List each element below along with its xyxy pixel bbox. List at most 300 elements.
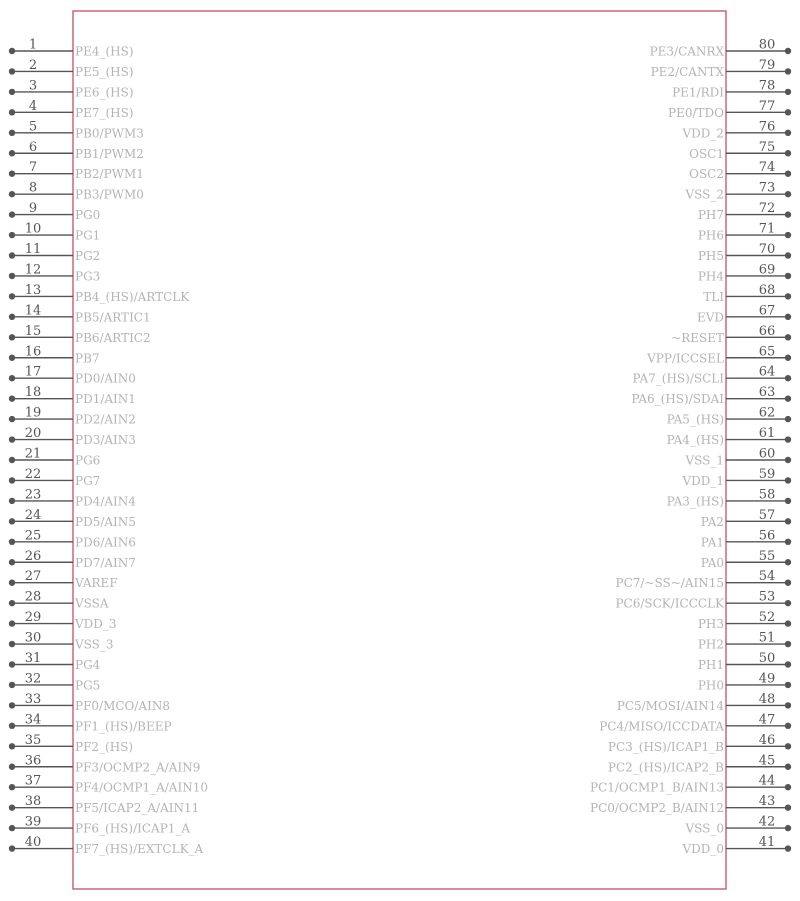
pin-15 [9, 324, 151, 345]
pin-number: 46 [758, 732, 776, 748]
pin-number: 42 [758, 814, 776, 830]
pin-1 [9, 38, 134, 59]
pin-endpoint-dot [785, 498, 791, 504]
pin-endpoint-dot [785, 416, 791, 422]
pin-endpoint-dot [9, 620, 15, 626]
pin-59 [681, 467, 791, 488]
pin-52 [698, 610, 791, 631]
pin-name: PE3/CANRX [649, 44, 724, 59]
pin-34 [9, 712, 172, 733]
pin-endpoint-dot [785, 620, 791, 626]
pin-number: 44 [758, 773, 776, 789]
pin-number: 25 [24, 528, 42, 544]
pin-name: PB7 [75, 351, 100, 366]
pin-30 [9, 631, 114, 652]
pin-number: 80 [758, 37, 776, 53]
pin-name: PE0/TDO [668, 105, 724, 120]
pin-number: 4 [28, 98, 38, 114]
pin-number: 11 [24, 242, 42, 257]
left-pin-group [9, 38, 208, 857]
pin-2 [9, 58, 134, 79]
pin-32 [9, 671, 100, 692]
pin-69 [698, 262, 791, 283]
pin-61 [667, 426, 792, 447]
pin-name: PG6 [75, 453, 101, 468]
pin-number: 24 [24, 507, 42, 523]
pin-endpoint-dot [9, 109, 15, 115]
pin-20 [9, 426, 136, 447]
pin-74 [689, 160, 791, 181]
pin-number: 57 [758, 507, 776, 523]
pin-name: EVD [696, 310, 724, 325]
pin-number: 48 [758, 691, 776, 707]
pin-endpoint-dot [785, 518, 791, 524]
pin-name: PF4/OCMP1_A/AIN10 [75, 780, 208, 795]
pin-66 [671, 324, 791, 345]
pin-endpoint-dot [9, 845, 15, 851]
pin-number: 27 [24, 569, 42, 585]
pin-42 [684, 815, 791, 836]
pin-number: 49 [758, 671, 776, 687]
pin-name: OSC1 [689, 146, 724, 161]
pin-endpoint-dot [9, 539, 15, 545]
pin-9 [9, 201, 100, 222]
pin-41 [681, 835, 791, 856]
pin-37 [9, 774, 208, 795]
pin-number: 21 [24, 446, 42, 462]
pin-name: PF3/OCMP2_A/AIN9 [75, 760, 201, 775]
pin-name: PD7/AIN7 [75, 555, 136, 570]
pin-endpoint-dot [785, 743, 791, 749]
pin-60 [684, 447, 791, 468]
pin-name: PA1 [700, 535, 724, 550]
pin-8 [9, 181, 144, 202]
pin-number: 67 [758, 303, 776, 319]
pin-number: 5 [28, 119, 38, 135]
pin-name: PB3/PWM0 [75, 187, 144, 202]
pin-18 [9, 385, 136, 406]
pin-number: 50 [758, 651, 776, 666]
pin-endpoint-dot [785, 764, 791, 770]
pin-number: 28 [24, 589, 42, 605]
pin-endpoint-dot [785, 252, 791, 258]
pin-40 [9, 835, 204, 856]
pin-name: PF6_(HS)/ICAP1_A [75, 821, 191, 836]
pin-name: PC3_(HS)/ICAP1_B [607, 739, 724, 754]
pin-endpoint-dot [9, 436, 15, 442]
pin-number: 19 [24, 405, 42, 421]
pin-name: PF5/ICAP2_A/AIN11 [75, 801, 200, 816]
pin-48 [617, 692, 791, 713]
pin-name: PB0/PWM3 [75, 126, 144, 141]
pin-endpoint-dot [785, 641, 791, 647]
pin-name: PH2 [697, 637, 724, 652]
pin-name: PH7 [697, 208, 724, 223]
pin-29 [9, 610, 117, 631]
pin-endpoint-dot [9, 518, 15, 524]
pin-endpoint-dot [785, 845, 791, 851]
pin-49 [698, 671, 791, 692]
pin-number: 26 [24, 548, 42, 564]
pin-number: 23 [24, 487, 42, 503]
pin-number: 10 [24, 221, 42, 237]
pin-11 [9, 242, 100, 263]
pin-55 [701, 549, 791, 570]
pin-35 [9, 733, 133, 754]
pin-56 [701, 528, 791, 549]
pin-name: PE6_(HS) [75, 85, 134, 100]
pin-name: PC7/~SS~/AIN15 [615, 576, 724, 591]
pin-name: PE1/RDI [672, 85, 724, 100]
pin-number: 32 [24, 671, 42, 687]
pin-endpoint-dot [785, 600, 791, 606]
pin-endpoint-dot [9, 825, 15, 831]
pin-endpoint-dot [9, 232, 15, 238]
pin-endpoint-dot [785, 702, 791, 708]
pin-44 [590, 774, 791, 795]
pin-name: VSSA [75, 596, 109, 611]
pin-endpoint-dot [9, 355, 15, 361]
pin-name: PA7_(HS)/SCLI [632, 371, 724, 386]
pin-name: PD1/AIN1 [75, 392, 136, 407]
pin-endpoint-dot [785, 436, 791, 442]
pin-name: PC5/MOSI/AIN14 [616, 698, 724, 713]
pin-name: PG1 [75, 228, 101, 243]
pin-name: PG4 [75, 658, 101, 672]
pin-name: PE7_(HS) [75, 105, 134, 120]
pin-name: VAREF [75, 576, 118, 591]
pin-45 [608, 753, 791, 774]
pin-name: PG5 [75, 678, 101, 693]
pin-name: PF0/MCO/AIN8 [75, 698, 170, 713]
pin-endpoint-dot [9, 150, 15, 156]
pin-number: 63 [758, 385, 776, 401]
pin-39 [9, 815, 191, 836]
pin-name: TLI [703, 289, 724, 304]
pin-endpoint-dot [9, 559, 15, 565]
pin-endpoint-dot [9, 68, 15, 74]
pin-number: 16 [24, 344, 42, 360]
pin-64 [633, 365, 792, 386]
pin-endpoint-dot [9, 293, 15, 299]
pin-name: PA3_(HS) [666, 494, 724, 509]
pin-endpoint-dot [785, 150, 791, 156]
pin-name: PG2 [75, 249, 101, 263]
pin-63 [631, 385, 791, 406]
pin-name: PB1/PWM2 [75, 146, 144, 161]
pin-76 [681, 119, 791, 140]
pin-name: PA5_(HS) [666, 412, 724, 427]
pin-endpoint-dot [785, 48, 791, 54]
pin-50 [698, 651, 791, 672]
pin-number: 39 [24, 814, 42, 830]
pin-endpoint-dot [9, 661, 15, 667]
pin-name: PH1 [697, 658, 724, 672]
pin-number: 34 [24, 712, 42, 728]
pin-31 [9, 651, 101, 672]
pin-33 [9, 692, 170, 713]
pin-endpoint-dot [785, 559, 791, 565]
pin-number: 54 [758, 569, 776, 585]
pin-67 [697, 303, 791, 324]
pin-number: 55 [758, 548, 776, 564]
pin-endpoint-dot [785, 273, 791, 279]
pin-22 [9, 467, 100, 488]
pin-65 [646, 344, 791, 365]
pin-name: PF7_(HS)/EXTCLK_A [75, 842, 204, 857]
pin-endpoint-dot [9, 498, 15, 504]
pin-number: 51 [758, 630, 776, 646]
pin-endpoint-dot [785, 539, 791, 545]
pin-5 [9, 119, 144, 140]
pin-endpoint-dot [9, 416, 15, 422]
pin-name: PG7 [75, 473, 101, 488]
pin-number: 76 [758, 119, 776, 135]
pin-number: 12 [24, 262, 42, 278]
pin-endpoint-dot [9, 477, 15, 483]
pin-endpoint-dot [785, 130, 791, 136]
pin-46 [608, 733, 791, 754]
pin-name: PD2/AIN2 [75, 412, 136, 427]
pin-name: PD4/AIN4 [75, 494, 136, 509]
pin-number: 20 [24, 426, 42, 442]
pin-endpoint-dot [785, 477, 791, 483]
pin-name: PE2/CANTX [650, 64, 724, 79]
pin-name: PC2_(HS)/ICAP2_B [607, 760, 724, 775]
pin-name: PG3 [75, 269, 101, 284]
pin-number: 52 [758, 610, 776, 626]
pin-80 [650, 38, 792, 59]
pin-6 [9, 140, 144, 161]
pin-70 [698, 242, 791, 263]
pin-number: 41 [758, 835, 776, 851]
pin-number: 3 [28, 78, 38, 94]
pin-endpoint-dot [9, 723, 15, 729]
pin-endpoint-dot [785, 89, 791, 95]
pin-79 [651, 58, 792, 79]
pin-number: 15 [24, 323, 42, 339]
pin-name: PH6 [697, 228, 724, 243]
pin-number: 38 [24, 794, 42, 810]
pin-endpoint-dot [9, 641, 15, 647]
pin-name: PE4_(HS) [75, 44, 134, 59]
pin-name: VSS_2 [685, 187, 724, 202]
pin-endpoint-dot [785, 211, 791, 217]
pin-16 [9, 344, 100, 365]
pin-number: 58 [758, 487, 776, 503]
pin-number: 30 [24, 630, 42, 646]
pin-name: PC4/MISO/ICCDATA [599, 719, 724, 734]
pin-name: PD0/AIN0 [75, 371, 136, 386]
pin-name: PA2 [700, 514, 724, 529]
pin-name: PB5/ARTIC1 [75, 310, 151, 325]
pin-endpoint-dot [785, 661, 791, 667]
pin-name: PE5_(HS) [75, 64, 134, 79]
pin-name: PF2_(HS) [75, 739, 134, 754]
pin-endpoint-dot [9, 171, 15, 177]
pin-endpoint-dot [9, 211, 15, 217]
pin-endpoint-dot [9, 191, 15, 197]
pin-12 [9, 262, 100, 283]
pin-58 [667, 487, 792, 508]
pin-endpoint-dot [785, 580, 791, 586]
pin-endpoint-dot [9, 48, 15, 54]
pin-name: PD6/AIN6 [75, 535, 136, 550]
pin-endpoint-dot [785, 355, 791, 361]
pin-number: 2 [28, 57, 38, 73]
pin-number: 35 [24, 732, 42, 748]
pin-number: 36 [24, 753, 42, 769]
pin-name: VSS_3 [75, 637, 114, 652]
pin-number: 8 [28, 180, 38, 196]
pin-72 [698, 201, 791, 222]
pin-57 [701, 508, 791, 529]
pin-number: 45 [758, 753, 776, 769]
pin-name: PA4_(HS) [666, 433, 724, 448]
pin-21 [9, 447, 100, 468]
pin-number: 37 [24, 773, 42, 789]
pin-endpoint-dot [9, 273, 15, 279]
pin-number: 43 [758, 794, 776, 810]
pin-endpoint-dot [785, 375, 791, 381]
pin-number: 60 [758, 446, 776, 462]
pin-name: PA0 [700, 555, 724, 570]
pin-name: VDD_1 [682, 473, 724, 488]
pin-10 [9, 222, 100, 243]
pin-endpoint-dot [9, 130, 15, 136]
pin-number: 56 [758, 528, 776, 544]
pin-endpoint-dot [785, 395, 791, 401]
right-pin-group [590, 38, 791, 857]
pin-28 [9, 590, 109, 611]
pin-name: PD3/AIN3 [75, 433, 136, 448]
pin-name: PC6/SCK/ICCCLK [615, 596, 724, 611]
pin-25 [9, 528, 136, 549]
pin-name: PH0 [697, 678, 724, 693]
pin-51 [698, 631, 791, 652]
pin-number: 1 [28, 37, 38, 53]
pin-number: 59 [758, 466, 776, 482]
pin-number: 73 [758, 180, 776, 196]
pin-number: 64 [758, 364, 776, 380]
pin-endpoint-dot [9, 764, 15, 770]
pin-54 [616, 569, 792, 590]
pin-endpoint-dot [9, 600, 15, 606]
pin-endpoint-dot [9, 743, 15, 749]
ic-body-outline [73, 11, 726, 889]
pin-68 [703, 283, 791, 304]
pin-endpoint-dot [785, 825, 791, 831]
pin-endpoint-dot [785, 804, 791, 810]
pin-number: 14 [24, 303, 42, 319]
pin-14 [9, 303, 151, 324]
pin-number: 18 [24, 385, 42, 401]
pin-number: 40 [24, 835, 42, 851]
pin-number: 47 [758, 712, 776, 728]
pin-endpoint-dot [785, 334, 791, 340]
pin-endpoint-dot [785, 293, 791, 299]
pin-27 [9, 569, 118, 590]
pin-name: PD5/AIN5 [75, 514, 136, 529]
pin-endpoint-dot [785, 682, 791, 688]
pin-53 [615, 590, 791, 611]
pin-number: 75 [758, 139, 776, 155]
pin-43 [590, 794, 791, 815]
pin-name: PB6/ARTIC2 [75, 330, 151, 345]
pin-endpoint-dot [9, 314, 15, 320]
pin-number: 66 [758, 323, 776, 339]
pin-78 [672, 78, 791, 99]
pin-77 [668, 99, 791, 120]
pin-endpoint-dot [785, 784, 791, 790]
pin-endpoint-dot [9, 89, 15, 95]
pin-endpoint-dot [785, 232, 791, 238]
pin-number: 33 [24, 691, 42, 707]
pin-47 [599, 712, 791, 733]
pin-3 [9, 78, 134, 99]
pin-name: PC1/OCMP1_B/AIN13 [590, 780, 724, 795]
pin-name: VDD_0 [682, 842, 724, 857]
pin-endpoint-dot [785, 68, 791, 74]
pin-name: OSC2 [689, 167, 724, 182]
pin-38 [9, 794, 199, 815]
pin-name: PG0 [75, 208, 101, 223]
pin-17 [9, 365, 136, 386]
pin-number: 68 [758, 282, 776, 298]
pin-number: 29 [24, 610, 42, 626]
pin-endpoint-dot [785, 171, 791, 177]
pin-name: PC0/OCMP2_B/AIN12 [590, 801, 724, 816]
pin-73 [684, 181, 791, 202]
pin-number: 72 [758, 201, 776, 217]
pin-number: 65 [758, 344, 776, 360]
pin-number: 62 [758, 405, 776, 421]
pin-name: PH4 [697, 269, 724, 284]
pin-endpoint-dot [9, 804, 15, 810]
pin-endpoint-dot [9, 702, 15, 708]
pin-number: 74 [758, 160, 776, 176]
pin-number: 6 [28, 139, 38, 155]
pin-name: VSS_0 [685, 821, 724, 836]
pin-name: ~RESET [671, 330, 724, 345]
pin-name: PF1_(HS)/BEEP [75, 719, 172, 734]
pin-number: 61 [758, 426, 776, 442]
pin-75 [689, 140, 791, 161]
pin-name: VSS_1 [685, 453, 724, 468]
pin-endpoint-dot [785, 723, 791, 729]
pin-number: 79 [758, 57, 776, 73]
pin-endpoint-dot [9, 395, 15, 401]
pin-62 [667, 406, 792, 427]
pin-name: PB2/PWM1 [75, 167, 144, 182]
pin-endpoint-dot [9, 252, 15, 258]
pin-36 [9, 753, 201, 774]
pin-name: VPP/ICCSEL [647, 351, 724, 366]
pin-number: 17 [24, 364, 42, 380]
pin-13 [9, 283, 190, 304]
pin-number: 7 [28, 160, 38, 176]
pin-endpoint-dot [9, 334, 15, 340]
pin-number: 53 [758, 589, 776, 605]
pin-19 [9, 406, 136, 427]
pin-number: 13 [24, 282, 42, 298]
pin-name: PA6_(HS)/SDAI [631, 392, 724, 407]
pin-name: PH3 [697, 617, 724, 632]
pin-24 [9, 508, 136, 529]
pin-name: VDD_2 [682, 126, 724, 141]
pin-number: 9 [28, 201, 38, 217]
pin-name: PB4_(HS)/ARTCLK [75, 289, 190, 304]
